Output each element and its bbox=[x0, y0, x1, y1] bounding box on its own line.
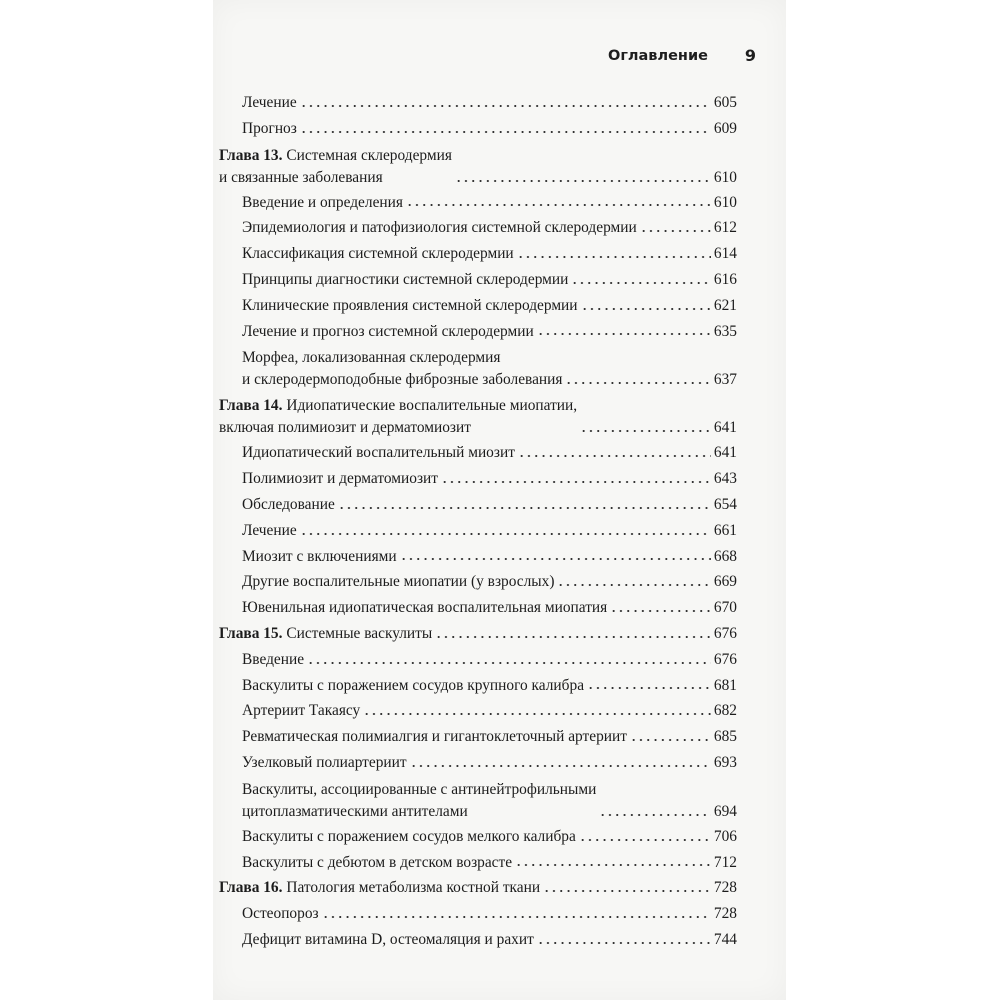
toc-entry-page: 637 bbox=[713, 371, 737, 389]
toc-entry-page: 676 bbox=[713, 624, 737, 642]
toc-entry-title: Дефицит витамина D, остеомаляция и рахит bbox=[242, 930, 534, 948]
toc-entry-title: Другие воспалительные миопатии (у взрослых) bbox=[242, 573, 555, 591]
entry-title-line: Васкулиты, ассоциированные с антинейтрофильными bbox=[242, 780, 597, 798]
toc-entry-page: 693 bbox=[713, 753, 737, 771]
toc-entry-title: Васкулиты с дебютом в детском возрасте bbox=[242, 853, 513, 871]
toc-entry bbox=[219, 544, 737, 570]
toc-entry-page: 612 bbox=[713, 219, 737, 237]
toc-entry-title: Идиопатический воспалительный миозит bbox=[242, 444, 515, 462]
chapter-title-line: включая полимиозит и дерматомиозит bbox=[219, 419, 471, 437]
toc-entry-title: Лечение bbox=[242, 94, 297, 111]
dot-leader bbox=[610, 609, 711, 613]
entry-title-line: Морфеа, локализованная склеродермия bbox=[242, 349, 501, 367]
dot-leader bbox=[363, 712, 711, 716]
toc-entry bbox=[219, 241, 737, 267]
dot-leader bbox=[630, 738, 711, 742]
toc-entry-page: 635 bbox=[713, 322, 737, 340]
dot-leader bbox=[640, 229, 711, 233]
toc-entry bbox=[219, 466, 737, 492]
toc-entry bbox=[219, 319, 737, 345]
toc-entry bbox=[219, 116, 737, 142]
toc-entry-title: Эпидемиология и патофизиология системной склеродермии bbox=[242, 219, 637, 237]
toc-entry bbox=[219, 901, 737, 927]
header-page-number: 9 bbox=[744, 46, 756, 65]
toc-entry bbox=[219, 595, 737, 621]
dot-leader bbox=[515, 863, 711, 867]
toc-entry bbox=[219, 440, 737, 466]
dot-leader bbox=[338, 506, 711, 510]
toc-chapter-title bbox=[219, 621, 432, 647]
header-title: Оглавление bbox=[608, 48, 708, 64]
toc-entry-page: 641 bbox=[713, 419, 737, 437]
toc-entry-title: Введение и определения bbox=[242, 193, 403, 211]
toc-entry-page: 685 bbox=[713, 728, 737, 746]
chapter-title-line: и связанные заболевания bbox=[219, 168, 383, 186]
toc-entry-title: Клинические проявления системной склеродермии bbox=[242, 296, 578, 314]
toc-entry bbox=[219, 190, 737, 216]
toc-chapter-entry bbox=[219, 392, 737, 440]
dot-leader bbox=[307, 661, 711, 665]
toc-entry bbox=[219, 927, 737, 953]
dot-leader bbox=[517, 255, 711, 259]
dot-leader bbox=[587, 686, 711, 690]
chapter-title-line: Системные васкулиты bbox=[286, 624, 433, 642]
toc-entry-title: Классификация системной склеродермии bbox=[242, 245, 514, 263]
toc-entry-page: 694 bbox=[713, 802, 737, 820]
dot-leader bbox=[537, 941, 711, 945]
toc-entry-title: Лечение и прогноз системной склеродермии bbox=[242, 322, 534, 340]
toc-entry-title: Ревматическая полимиалгия и гигантоклеточный артериит bbox=[242, 728, 627, 746]
toc-entry-page: 610 bbox=[713, 193, 737, 211]
toc-entry-page: 643 bbox=[713, 470, 737, 488]
toc-entry bbox=[219, 724, 737, 750]
dot-leader bbox=[537, 332, 711, 336]
chapter-title-line: Системная склеродермия bbox=[286, 146, 452, 164]
toc-entry-page: 728 bbox=[713, 879, 737, 897]
toc-entry-title: Прогноз bbox=[242, 119, 297, 137]
toc-entry-title: Артериит Такаясу bbox=[242, 702, 361, 720]
dot-leader bbox=[410, 764, 711, 768]
toc-entry bbox=[219, 824, 737, 850]
toc-entry-title: Введение bbox=[242, 650, 305, 668]
dot-leader bbox=[300, 130, 711, 134]
toc-entry bbox=[219, 698, 737, 724]
toc-chapter-entry bbox=[219, 875, 737, 901]
dot-leader bbox=[543, 889, 711, 893]
dot-leader bbox=[300, 104, 711, 108]
toc-entry-title: Принципы диагностики системной склеродермии bbox=[242, 270, 569, 288]
dot-leader bbox=[565, 381, 710, 385]
toc-entry-page: 668 bbox=[713, 547, 737, 565]
toc-entry-page: 616 bbox=[713, 270, 737, 288]
toc-entry-page: 706 bbox=[713, 827, 737, 845]
toc-entry bbox=[219, 90, 737, 116]
toc-entry bbox=[219, 344, 737, 392]
chapter-number: Глава 15. bbox=[219, 624, 283, 642]
toc-chapter-title bbox=[219, 395, 577, 439]
toc-entry-page: 654 bbox=[713, 495, 737, 513]
toc-entry bbox=[219, 215, 737, 241]
toc-entry bbox=[219, 518, 737, 544]
toc-entry bbox=[219, 750, 737, 776]
toc-entry-page: 681 bbox=[713, 676, 737, 694]
dot-leader bbox=[518, 454, 711, 458]
toc-entry-title: Ювенильная идиопатическая воспалительная миопатия bbox=[242, 599, 608, 617]
dot-leader bbox=[579, 838, 711, 842]
toc-chapter-title bbox=[219, 875, 540, 901]
dot-leader bbox=[599, 813, 711, 817]
dot-leader bbox=[400, 557, 711, 561]
chapter-number: Глава 13. bbox=[219, 146, 283, 164]
toc-entry-page: 728 bbox=[713, 905, 737, 923]
dot-leader bbox=[322, 915, 711, 919]
toc-entry-page: 621 bbox=[713, 296, 737, 314]
toc-entry-page: 614 bbox=[713, 245, 737, 263]
toc-entry bbox=[219, 267, 737, 293]
toc-entry-title: Обследование bbox=[242, 495, 335, 513]
toc-entry bbox=[219, 492, 737, 518]
toc-entry-title: Лечение bbox=[242, 521, 297, 539]
toc-entry-page: 605 bbox=[713, 94, 737, 111]
toc-entry-title bbox=[242, 779, 596, 823]
toc-chapter-title bbox=[219, 145, 452, 189]
dot-leader bbox=[571, 281, 711, 285]
table-of-contents bbox=[219, 90, 737, 953]
toc-entry bbox=[219, 647, 737, 673]
toc-entry bbox=[219, 673, 737, 699]
chapter-title-line: Идиопатические воспалительные миопатии, bbox=[286, 397, 578, 415]
toc-entry bbox=[219, 776, 737, 824]
toc-entry-page: 744 bbox=[713, 930, 737, 948]
toc-chapter-entry bbox=[219, 621, 737, 647]
toc-entry bbox=[219, 293, 737, 319]
entry-title-line: цитоплазматическими антителами bbox=[242, 802, 468, 820]
dot-leader bbox=[455, 179, 711, 183]
dot-leader bbox=[406, 203, 711, 207]
toc-entry-page: 661 bbox=[713, 521, 737, 539]
toc-entry bbox=[219, 850, 737, 876]
chapter-title-line: Патология метаболизма костной ткани bbox=[286, 879, 541, 897]
toc-entry-page: 669 bbox=[713, 573, 737, 591]
toc-entry-page: 610 bbox=[713, 168, 737, 186]
chapter-number: Глава 14. bbox=[219, 397, 283, 415]
toc-entry-page: 676 bbox=[713, 650, 737, 668]
toc-entry-page: 609 bbox=[713, 119, 737, 137]
dot-leader bbox=[435, 635, 711, 639]
toc-entry-title: Остеопороз bbox=[242, 905, 319, 923]
dot-leader bbox=[441, 480, 711, 484]
dot-leader bbox=[300, 532, 711, 536]
toc-entry-title bbox=[242, 347, 562, 391]
toc-entry bbox=[219, 569, 737, 595]
dot-leader bbox=[557, 583, 710, 587]
toc-entry-page: 712 bbox=[713, 853, 737, 871]
dot-leader bbox=[580, 429, 711, 433]
chapter-number: Глава 16. bbox=[219, 879, 283, 897]
toc-entry-title: Васкулиты с поражением сосудов крупного калибра bbox=[242, 676, 585, 694]
toc-entry-page: 641 bbox=[713, 444, 737, 462]
dot-leader bbox=[581, 307, 711, 311]
toc-entry-page: 670 bbox=[713, 599, 737, 617]
entry-title-line: и склеродермоподобные фиброзные заболевания bbox=[242, 371, 563, 389]
toc-entry-title: Узелковый полиартериит bbox=[242, 753, 407, 771]
toc-entry-title: Миозит с включениями bbox=[242, 547, 397, 565]
toc-chapter-entry bbox=[219, 142, 737, 190]
toc-entry-title: Васкулиты с поражением сосудов мелкого калибра bbox=[242, 827, 576, 845]
running-header bbox=[608, 44, 756, 72]
toc-entry-title: Полимиозит и дерматомиозит bbox=[242, 470, 438, 488]
toc-entry-page: 682 bbox=[713, 702, 737, 720]
